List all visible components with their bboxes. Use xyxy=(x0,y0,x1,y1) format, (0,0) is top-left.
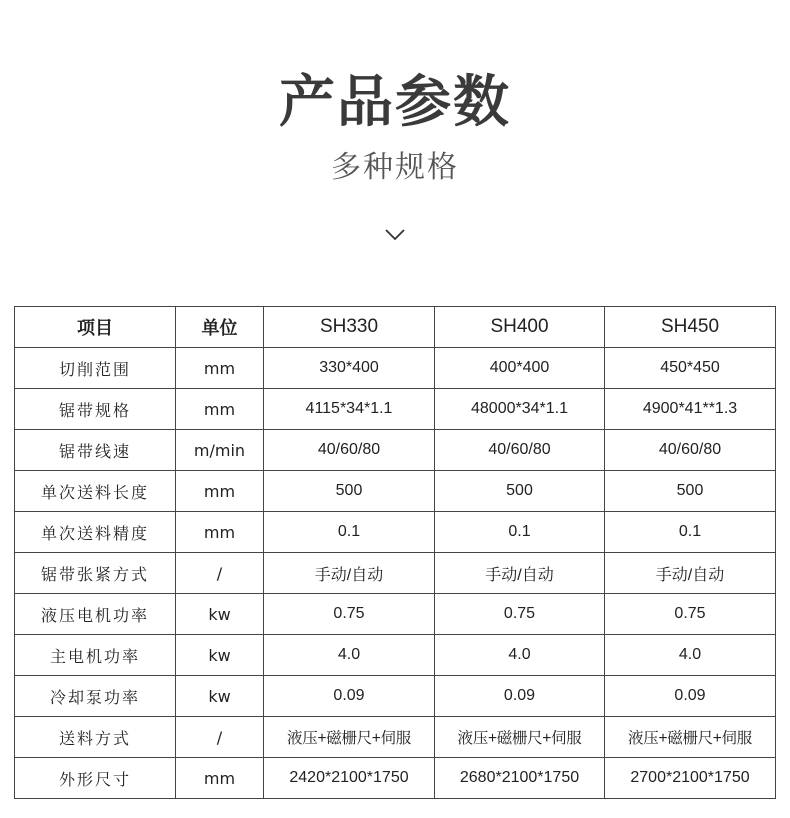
row-value: 4.0 xyxy=(605,635,776,676)
row-unit: m/min xyxy=(176,430,264,471)
row-value: 液压+磁栅尺+伺服 xyxy=(435,717,605,758)
table-row xyxy=(15,430,776,471)
table-row xyxy=(15,676,776,717)
table-row xyxy=(15,553,776,594)
row-value: 手动/自动 xyxy=(264,553,435,594)
table-row xyxy=(15,594,776,635)
row-value: 手动/自动 xyxy=(435,553,605,594)
row-value: 2420*2100*1750 xyxy=(264,758,435,799)
row-value: 2700*2100*1750 xyxy=(605,758,776,799)
row-value: 4.0 xyxy=(264,635,435,676)
table-header-row xyxy=(15,307,776,348)
row-value: 液压+磁栅尺+伺服 xyxy=(264,717,435,758)
header-model-sh400: SH400 xyxy=(435,307,605,348)
row-label: 液压电机功率 xyxy=(15,594,176,635)
row-label: 单次送料长度 xyxy=(15,471,176,512)
row-value: 0.09 xyxy=(605,676,776,717)
row-label: 冷却泵功率 xyxy=(15,676,176,717)
row-value: 40/60/80 xyxy=(264,430,435,471)
row-value: 0.1 xyxy=(435,512,605,553)
table-row xyxy=(15,758,776,799)
row-value: 500 xyxy=(435,471,605,512)
row-value: 0.75 xyxy=(435,594,605,635)
row-label: 切削范围 xyxy=(15,348,176,389)
chevron-down-icon xyxy=(384,228,406,242)
row-value: 0.09 xyxy=(264,676,435,717)
row-unit: / xyxy=(176,717,264,758)
row-label: 锯带张紧方式 xyxy=(15,553,176,594)
row-value: 40/60/80 xyxy=(605,430,776,471)
row-value: 400*400 xyxy=(435,348,605,389)
row-value: 48000*34*1.1 xyxy=(435,389,605,430)
table-row xyxy=(15,717,776,758)
row-value: 0.1 xyxy=(605,512,776,553)
row-unit: mm xyxy=(176,389,264,430)
row-value: 330*400 xyxy=(264,348,435,389)
table-row xyxy=(15,635,776,676)
row-label: 单次送料精度 xyxy=(15,512,176,553)
row-value: 500 xyxy=(264,471,435,512)
header-unit: 单位 xyxy=(176,307,264,348)
row-unit: mm xyxy=(176,471,264,512)
header-item: 项目 xyxy=(15,307,176,348)
row-unit: kw xyxy=(176,635,264,676)
row-value: 2680*2100*1750 xyxy=(435,758,605,799)
row-value: 4115*34*1.1 xyxy=(264,389,435,430)
row-unit: mm xyxy=(176,512,264,553)
row-value: 手动/自动 xyxy=(605,553,776,594)
row-value: 0.1 xyxy=(264,512,435,553)
table-row xyxy=(15,348,776,389)
row-value: 0.09 xyxy=(435,676,605,717)
row-value: 500 xyxy=(605,471,776,512)
row-unit: kw xyxy=(176,594,264,635)
table-row xyxy=(15,471,776,512)
table-row xyxy=(15,512,776,553)
row-unit: mm xyxy=(176,758,264,799)
row-value: 0.75 xyxy=(264,594,435,635)
row-label: 主电机功率 xyxy=(15,635,176,676)
row-label: 外形尺寸 xyxy=(15,758,176,799)
page-title: 产品参数 xyxy=(279,70,511,135)
row-unit: kw xyxy=(176,676,264,717)
row-unit: / xyxy=(176,553,264,594)
spec-table xyxy=(14,306,776,799)
row-label: 锯带线速 xyxy=(15,430,176,471)
header-model-sh330: SH330 xyxy=(264,307,435,348)
row-value: 40/60/80 xyxy=(435,430,605,471)
row-label: 送料方式 xyxy=(15,717,176,758)
row-value: 450*450 xyxy=(605,348,776,389)
row-value: 4.0 xyxy=(435,635,605,676)
header-model-sh450: SH450 xyxy=(605,307,776,348)
table-row xyxy=(15,389,776,430)
row-value: 液压+磁栅尺+伺服 xyxy=(605,717,776,758)
page-subtitle: 多种规格 xyxy=(331,150,459,185)
row-value: 4900*41**1.3 xyxy=(605,389,776,430)
row-label: 锯带规格 xyxy=(15,389,176,430)
row-unit: mm xyxy=(176,348,264,389)
row-value: 0.75 xyxy=(605,594,776,635)
